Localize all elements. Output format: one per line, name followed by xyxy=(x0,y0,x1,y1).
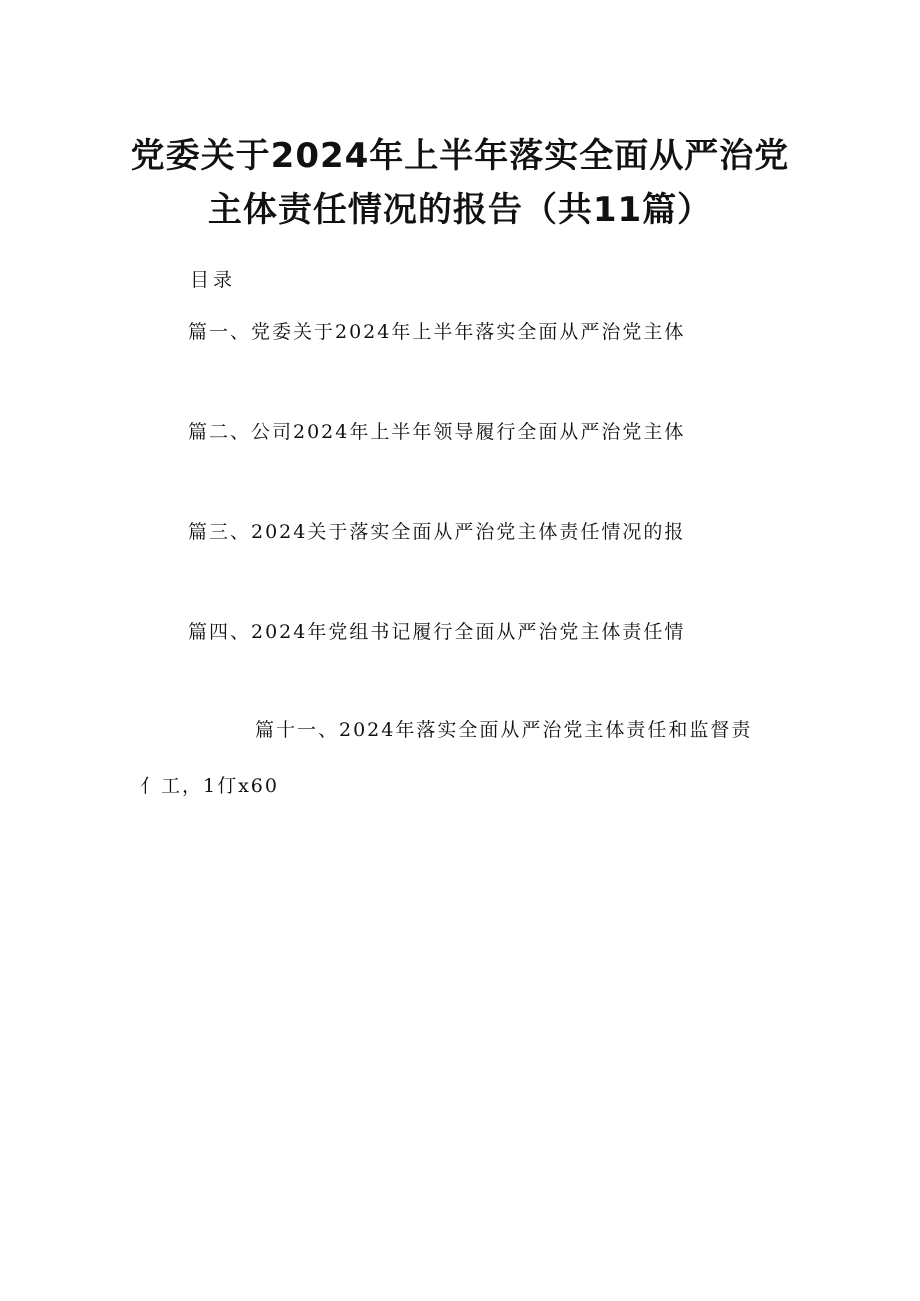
toc-item-3[interactable]: 篇三、2024关于落实全面从严治党主体责任情况的报 xyxy=(188,521,686,543)
toc-item-11[interactable]: 篇十一、2024年落实全面从严治党主体责任和监督责 xyxy=(255,719,753,741)
document-title-line-2: 主体责任情况的报告（共11篇） xyxy=(207,190,713,230)
toc-item-1[interactable]: 篇一、党委关于2024年上半年落实全面从严治党主体 xyxy=(188,321,686,343)
toc-item-11-continuation: 亻工，1仃x60 xyxy=(140,775,279,797)
toc-heading: 目录 xyxy=(190,269,237,291)
toc-item-4[interactable]: 篇四、2024年党组书记履行全面从严治党主体责任情 xyxy=(188,621,686,643)
document-title-line-1: 党委关于2024年上半年落实全面从严治党 xyxy=(130,136,790,176)
toc-item-2[interactable]: 篇二、公司2024年上半年领导履行全面从严治党主体 xyxy=(188,421,686,443)
